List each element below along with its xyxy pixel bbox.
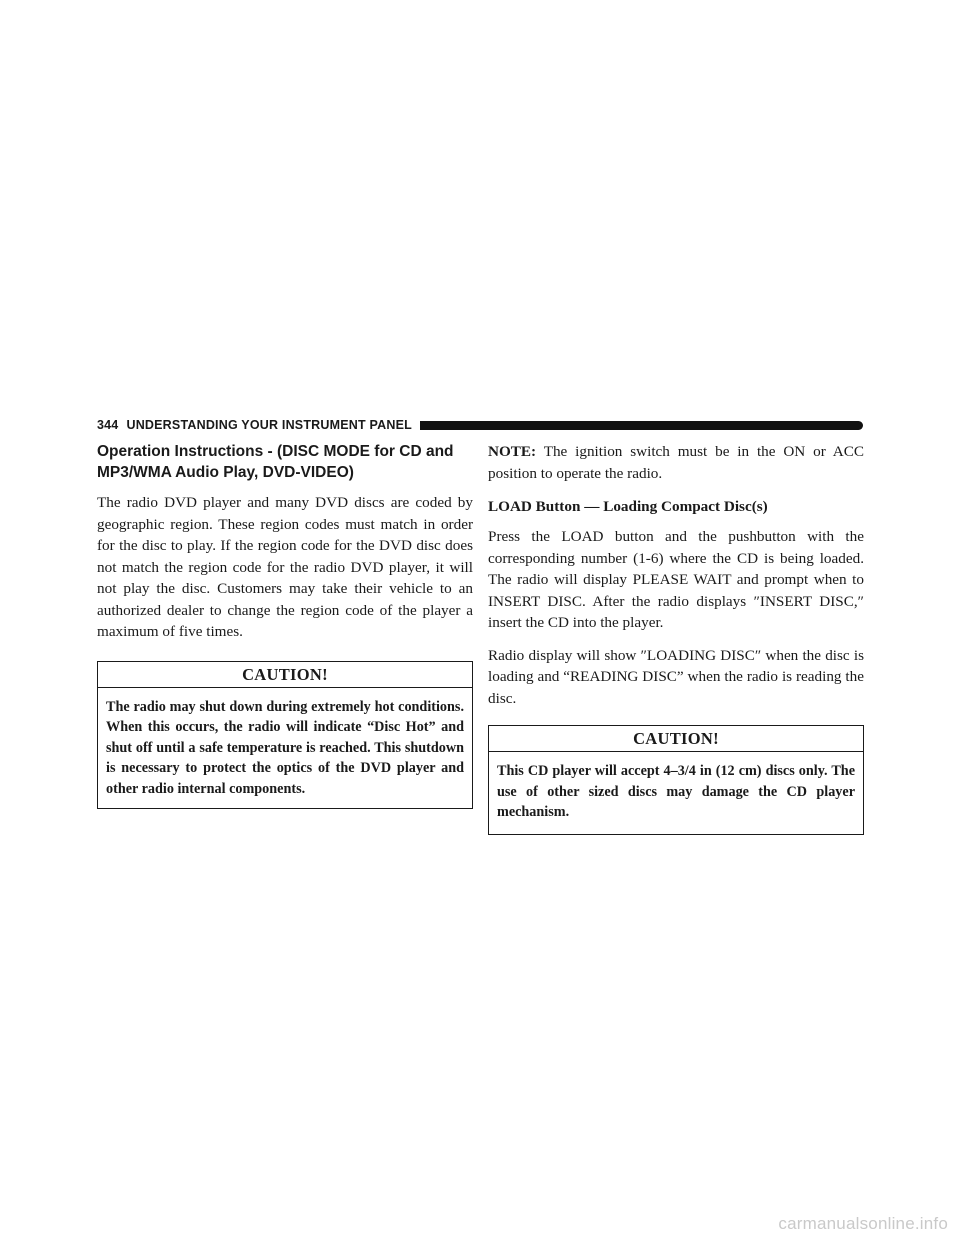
section-heading: Operation Instructions - (DISC MODE for CD and MP3/WMA Audio Play, DVD-VIDEO) [97,443,454,481]
caution-box-disc-size [488,725,864,835]
left-column [97,441,473,809]
caution-text: This CD player will accept 4–3/4 in (12 cm) discs only. The use of other sized discs may damage the CD player mechanism. [497,763,855,821]
region-code-paragraph: The radio DVD player and many DVD discs are coded by geographic region. These region codes must match in order for the disc to play. If the region code for the DVD disc does not match the region code for the radio DVD player, it will not play the disc. Customers may take their vehicle to an authorized dealer to change the region code of the player a maximum of five times. [97,494,473,640]
caution-box-disc-hot [97,661,473,810]
note-paragraph [488,441,864,484]
note-text: The ignition switch must be in the ON or ACC position to operate the radio. [488,443,865,482]
right-column [488,441,864,835]
watermark: carmanualsonline.info [778,1214,948,1233]
page-number: 344 [97,418,119,432]
loading-display-paragraph: Radio display will show ″LOADING DISC″ when the disc is loading and “READING DISC” when the radio is reading the disc. [488,646,864,707]
header-rule [420,421,863,430]
caution-title: CAUTION! [489,726,863,752]
load-button-subheading: LOAD Button — Loading Compact Disc(s) [488,498,768,515]
caution-text: The radio may shut down during extremely hot conditions. When this occurs, the radio will indicate “Disc Hot” and shut off until a safe temperature is reached. This shutdown is necessary to protect the optics of the DVD player and other radio internal components. [106,698,464,797]
note-label: NOTE: [488,443,537,460]
load-instructions-paragraph: Press the LOAD button and the pushbutton with the corresponding number (1-6) where the CD is being loaded. The radio will display PLEASE WAIT and prompt when to INSERT DISC. After the radio displays ″INSERT DISC,″ insert the CD into the player. [488,528,864,631]
caution-title: CAUTION! [98,662,472,688]
page-header [97,418,863,432]
section-title: UNDERSTANDING YOUR INSTRUMENT PANEL [126,418,412,432]
